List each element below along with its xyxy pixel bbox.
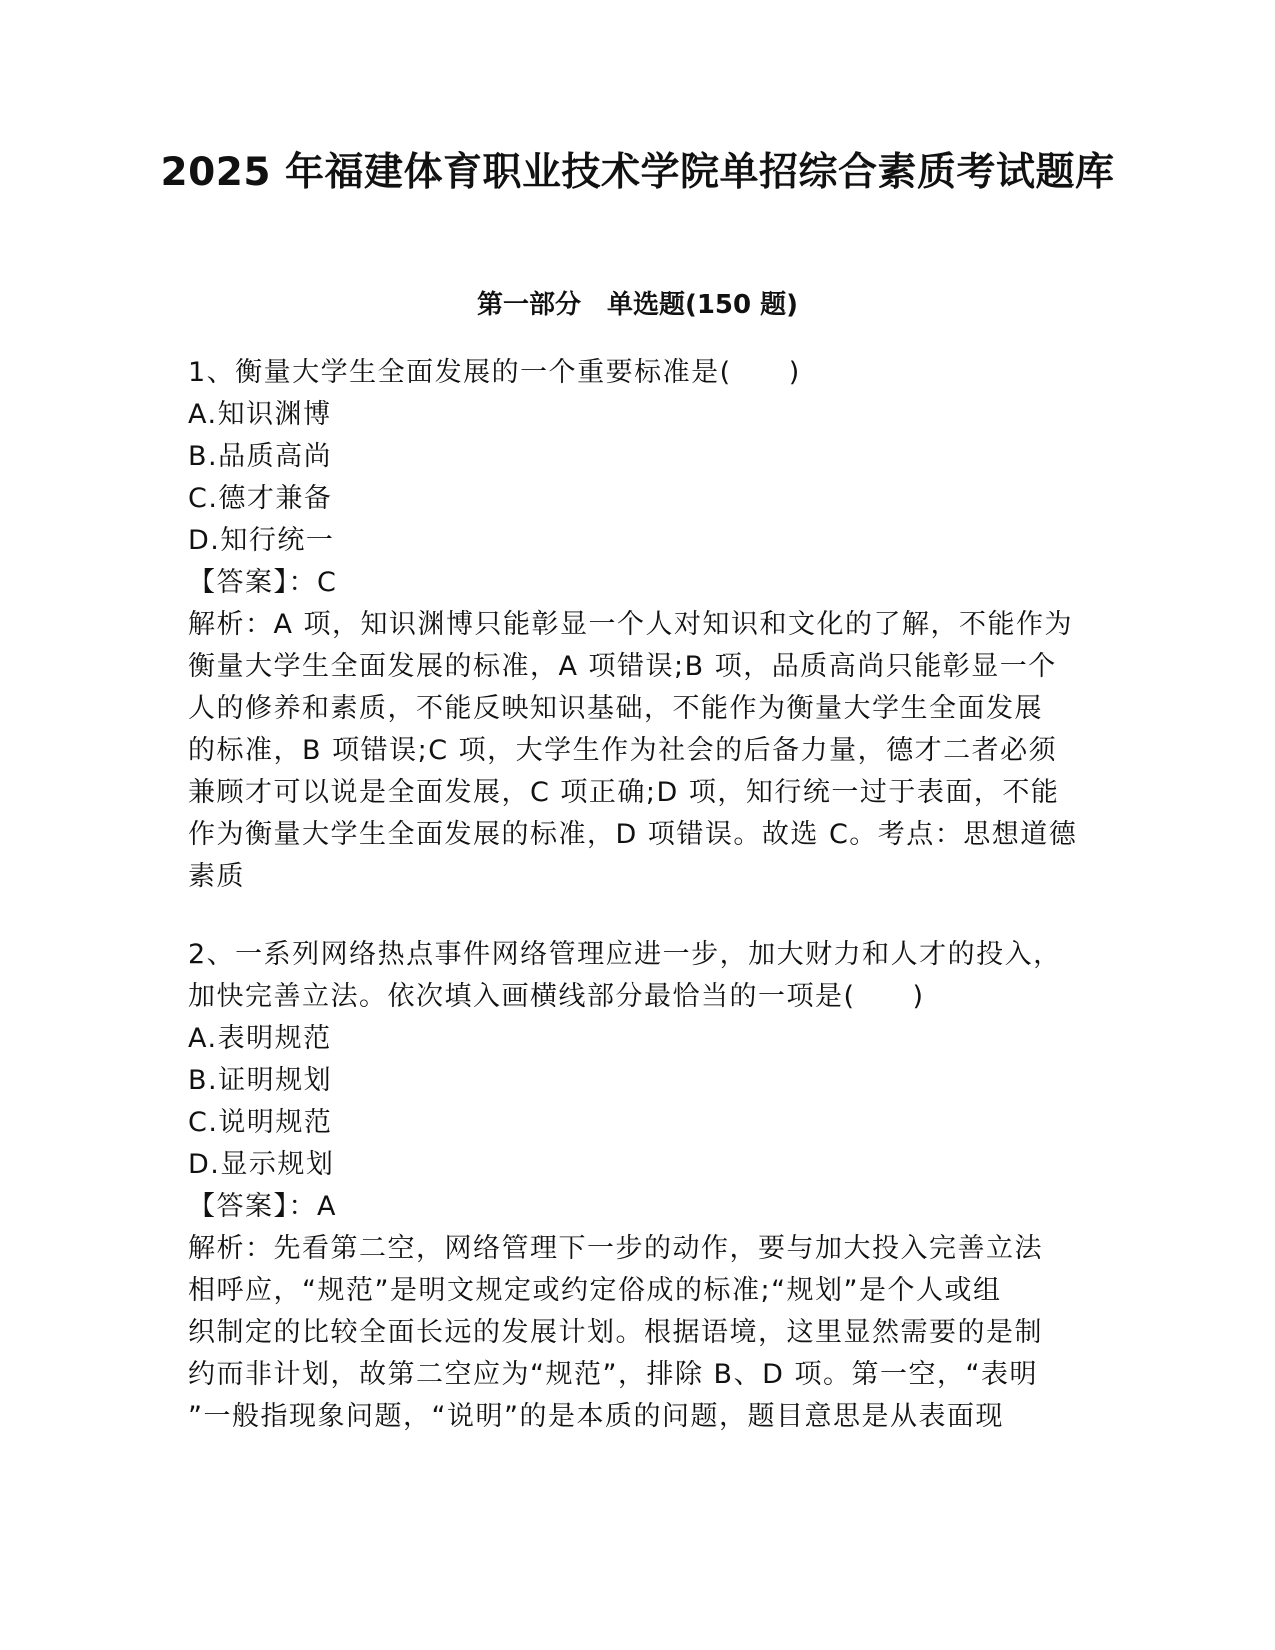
analysis-line: 作为衡量大学生全面发展的标准，D 项错误。故选 C。考点：思想道德 (188, 819, 1078, 850)
question-stem: 加快完善立法。依次填入画横线部分最恰当的一项是( ) (188, 981, 925, 1012)
analysis-line: 相呼应，“规范”是明文规定或约定俗成的标准;“规划”是个人或组 (188, 1275, 1002, 1306)
document-title: 2025 年福建体育职业技术学院单招综合素质考试题库 (160, 150, 1115, 195)
option-d: D.知行统一 (188, 525, 335, 556)
analysis-line: 素质 (188, 861, 245, 892)
analysis-line: 的标准，B 项错误;C 项，大学生作为社会的后备力量，德才二者必须 (188, 735, 1058, 766)
option-c: C.说明规范 (188, 1107, 333, 1138)
option-c: C.德才兼备 (188, 483, 333, 514)
analysis-line: 衡量大学生全面发展的标准，A 项错误;B 项，品质高尚只能彰显一个 (188, 651, 1057, 682)
question-1 (188, 352, 1088, 898)
option-a: A.知识渊博 (188, 399, 332, 430)
question-stem: 2、一系列网络热点事件网络管理应进一步，加大财力和人才的投入， (188, 939, 1062, 970)
answer-line: 【答案】：A (188, 1191, 337, 1222)
analysis-line: 解析：先看第二空，网络管理下一步的动作，要与加大投入完善立法 (188, 1233, 1043, 1264)
question-stem: 1、衡量大学生全面发展的一个重要标准是( ) (188, 357, 801, 388)
option-b: B.品质高尚 (188, 441, 333, 472)
analysis-line: ”一般指现象问题，“说明”的是本质的问题，题目意思是从表面现 (188, 1401, 1004, 1432)
question-2 (188, 934, 1088, 1438)
option-d: D.显示规划 (188, 1149, 335, 1180)
analysis-line: 人的修养和素质，不能反映知识基础，不能作为衡量大学生全面发展 (188, 693, 1043, 724)
option-a: A.表明规范 (188, 1023, 332, 1054)
answer-line: 【答案】：C (188, 567, 338, 598)
analysis-line: 约而非计划，故第二空应为“规范”，排除 B、D 项。第一空，“表明 (188, 1359, 1038, 1390)
option-b: B.证明规划 (188, 1065, 333, 1096)
analysis-line: 解析：A 项，知识渊博只能彰显一个人对知识和文化的了解，不能作为 (188, 609, 1074, 640)
section-heading: 第一部分 单选题(150 题) (476, 290, 799, 320)
analysis-line: 织制定的比较全面长远的发展计划。根据语境，这里显然需要的是制 (188, 1317, 1043, 1348)
analysis-line: 兼顾才可以说是全面发展，C 项正确;D 项，知行统一过于表面，不能 (188, 777, 1060, 808)
